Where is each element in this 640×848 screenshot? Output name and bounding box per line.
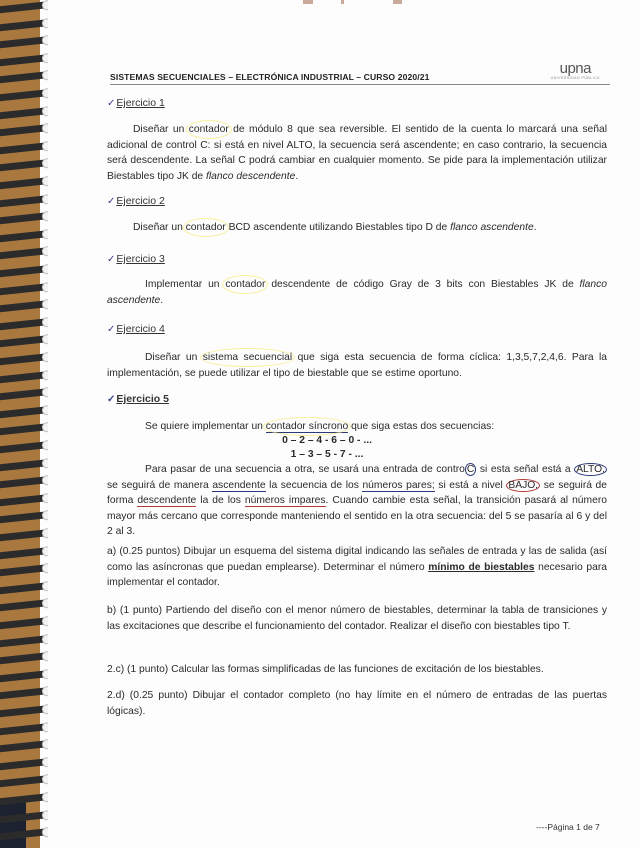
text: . Cuando cambie esta señal, la transición pasará al número mayor más cercano que corresponde manteniendo el sentido en la otra secuencia: del 5 se pasaría al 6 y del 2 al 3. — [107, 495, 607, 537]
highlight-circle: contador — [225, 279, 266, 290]
spiral-ring — [0, 740, 48, 753]
italic-text: flanco descendente — [206, 170, 296, 182]
text: Para pasar de una secuencia a otra, se usará una entrada de contro — [145, 464, 465, 475]
exercise-4-title: Ejercicio 4 — [116, 323, 165, 335]
spiral-ring — [0, 36, 48, 49]
highlight-circle: contador — [188, 124, 229, 135]
exercise-5-heading — [107, 392, 169, 408]
spiral-ring — [0, 248, 48, 261]
spiral-ring — [0, 406, 48, 419]
part-a — [107, 544, 607, 591]
underlined-ascendente: ascendente — [212, 479, 266, 491]
upna-logo — [551, 62, 600, 80]
spiral-ring — [0, 529, 48, 542]
text: . — [533, 222, 537, 233]
text: . — [160, 294, 164, 306]
exercise-5-title: Ejercicio 5 — [116, 393, 169, 405]
spiral-ring — [0, 600, 48, 613]
check-mark-icon: ✓ — [107, 98, 116, 109]
circled-alto: ALTO, — [576, 464, 605, 475]
circled-bajo: BAJO, — [508, 479, 539, 491]
spiral-ring — [0, 424, 48, 437]
text: BCD ascendente utilizando Biestables tipo D de — [225, 222, 451, 233]
exercise-1-text — [107, 122, 607, 184]
sequence-odd: 1 – 3 – 5 - 7 - ... — [290, 449, 364, 460]
page-footer: ----Página 1 de 7 — [536, 822, 600, 832]
spiral-ring — [0, 688, 48, 701]
exercise-3-text — [107, 277, 607, 308]
underlined-numeros-pares: números pares; — [362, 479, 435, 491]
spiral-ring — [0, 547, 48, 560]
text: la de los — [196, 495, 245, 506]
text: la secuencia de los — [265, 479, 363, 491]
highlight-circle: contador — [185, 222, 226, 233]
binding-dark-corner — [0, 800, 26, 848]
exercise-4-text — [107, 350, 607, 381]
check-mark-icon: ✓ — [107, 324, 116, 335]
exercise-4-heading — [107, 322, 165, 338]
spiral-ring — [0, 476, 48, 489]
spiral-ring — [0, 371, 48, 384]
exercise-1-title: Ejercicio 1 — [116, 97, 165, 109]
spiral-binding — [0, 0, 40, 848]
text: Diseñar un — [133, 222, 186, 233]
spiral-ring — [0, 617, 48, 630]
spiral-ring — [0, 582, 48, 595]
spiral-ring — [0, 652, 48, 665]
spiral-ring — [0, 494, 48, 507]
spiral-ring — [0, 318, 48, 331]
text: descendente de código Gray de 3 bits con Biestables JK de — [265, 279, 580, 290]
highlight-circle: sistema secuencial — [202, 352, 293, 363]
text: se seguirá de forma — [107, 479, 607, 506]
spiral-ring — [0, 72, 48, 85]
text: . — [295, 170, 299, 182]
exercise-2-title: Ejercicio 2 — [116, 195, 165, 207]
spiral-ring — [0, 142, 48, 155]
check-mark-icon: ✓ — [107, 254, 116, 265]
text: Diseñar un — [145, 352, 203, 363]
spiral-ring — [0, 19, 48, 32]
logo-subtext: UNIVERSIDAD PÚBLICA — [550, 76, 600, 80]
exercise-2-text — [107, 220, 607, 236]
spiral-ring — [0, 512, 48, 525]
spiral-ring — [0, 89, 48, 102]
exercise-3-heading — [107, 252, 165, 268]
spiral-ring — [0, 336, 48, 349]
circled-c-signal: C — [466, 464, 475, 475]
spiral-ring — [0, 283, 48, 296]
check-mark-icon: ✓ — [107, 196, 116, 207]
logo-text: upna — [559, 60, 591, 77]
text: a) (0.25 puntos) Dibujar un esquema del sistema digital indicando las señales de entrada y las de salida (así como las asíncronas que puedan emplearse). Determinar el número — [107, 546, 607, 573]
spiral-ring — [0, 212, 48, 225]
text: se seguirá de manera — [107, 479, 213, 491]
spiral-ring — [0, 54, 48, 67]
text: Se quiere implementar un — [145, 421, 266, 432]
underlined-descendente: descendente — [137, 495, 197, 506]
spiral-ring — [0, 564, 48, 577]
exercise-1-heading — [107, 96, 165, 112]
spiral-ring — [0, 635, 48, 648]
text: si esta señal está a — [476, 464, 575, 475]
check-mark-icon: ✓ — [107, 394, 116, 405]
part-b: b) (1 punto) Partiendo del diseño con el menor número de biestables, determinar la tabla de transiciones y las excitaciones que describe el funcionamiento del contador. Realizar el diseño con biestables tipo T. — [107, 605, 607, 632]
italic-text: flanco ascendente — [107, 279, 607, 306]
spiral-ring — [0, 160, 48, 173]
spiral-ring — [0, 459, 48, 472]
italic-text: flanco ascendente — [450, 222, 534, 233]
spiral-ring — [0, 195, 48, 208]
spiral-ring — [0, 705, 48, 718]
spiral-ring — [0, 300, 48, 313]
spiral-ring — [0, 1, 48, 14]
exercise-2-heading — [107, 194, 165, 210]
bold-underlined-text: mínimo de biestables — [428, 561, 535, 573]
part-d: 2.d) (0.25 punto) Dibujar el contador completo (no hay límite en el número de entradas de las puertas lógicas). — [107, 690, 607, 717]
spiral-ring — [0, 723, 48, 736]
spiral-ring — [0, 124, 48, 137]
exercise-3-title: Ejercicio 3 — [116, 253, 165, 265]
spiral-ring — [0, 230, 48, 243]
text: Implementar un — [145, 279, 226, 290]
underlined-numeros-impares: números impares — [244, 495, 326, 506]
document-page — [48, 0, 640, 848]
exercise-5-description — [107, 462, 607, 540]
spiral-ring — [0, 441, 48, 454]
header-title: SISTEMAS SECUENCIALES – ELECTRÓNICA INDUSTRIAL – CURSO 2020/21 — [110, 72, 430, 82]
text: que siga estas dos secuencias: — [348, 421, 495, 432]
highlight-underline: contador síncrono — [265, 421, 349, 432]
spiral-ring — [0, 177, 48, 190]
top-edge-marks — [303, 0, 453, 6]
text: que siga esta secuencia de forma cíclica: 1,3,5,7,2,4,6. Para la implementación, se puede utilizar el tipo de biestable que se estime oportuno. — [107, 352, 607, 379]
spiral-ring — [0, 265, 48, 278]
text: si está a nivel — [434, 479, 507, 491]
page-header — [110, 60, 610, 85]
spiral-ring — [0, 107, 48, 120]
spiral-ring — [0, 670, 48, 683]
spiral-ring — [0, 388, 48, 401]
spiral-ring — [0, 758, 48, 771]
spiral-ring — [0, 776, 48, 789]
part-c: 2.c) (1 punto) Calcular las formas simplificadas de las funciones de excitación de los biestables. — [107, 664, 544, 675]
spiral-ring — [0, 353, 48, 366]
sequence-even: 0 – 2 – 4 - 6 – 0 - ... — [282, 435, 372, 446]
text: necesario para implementar el contador. — [107, 561, 607, 588]
text: Diseñar un — [133, 124, 189, 135]
text: de módulo 8 que sea reversible. El sentido de la cuenta lo marcará una señal adicional de control C: si está en nivel ALTO, la secuencia será ascendente; en caso contrario, la secuencia será descendente. La señal C podrá cambiar en cualquier momento. Se pide para la implementación utilizar Biestables tipo JK de — [107, 124, 608, 182]
